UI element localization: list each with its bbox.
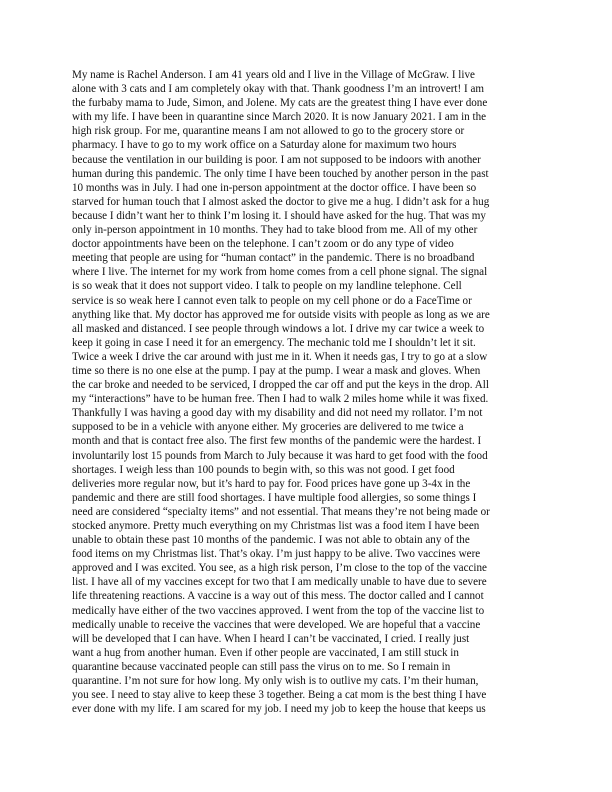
text-line: where I live. The internet for my work from home comes from a cell phone signal. The signal [72,266,488,279]
text-line: month and that is contact free also. The first few months of the pandemic were the hardest. I [72,435,482,448]
text-line: quarantine because vaccinated people can still pass the virus on to me. So I remain in [72,660,451,673]
text-line: life threatening reactions. A vaccine is a way out of this mess. The doctor called and I cannot [72,590,484,603]
text-line: shortages. I weigh less than 100 pounds to begin with, so this was not good. I get food [72,463,455,476]
text-line: service is so weak here I cannot even talk to people on my cell phone or do a FaceTime or [72,294,472,307]
text-line: food items on my Christmas list. That’s okay. I’m just happy to be alive. Two vaccines were [72,548,481,561]
text-line: Twice a week I drive the car around with just me in it. When it needs gas, I try to go at a slow [72,350,488,363]
text-line: pharmacy. I have to go to my work office on a Saturday alone for maximum two hours [72,139,457,152]
text-line: meeting that people are using for “human contact” in the pandemic. There is no broadband [72,252,475,265]
text-line: my “interactions” have to be human free. Then I had to walk 2 miles home while it was fixed. [72,393,489,406]
text-line: unable to obtain these past 10 months of the pandemic. I was not able to obtain any of the [72,534,470,547]
text-line: because the ventilation in our building is poor. I am not supposed to be indoors with another [72,153,481,166]
text-line: you see. I need to stay alive to keep these 3 together. Being a cat mom is the best thing I have [72,689,487,702]
text-line: human during this pandemic. The only time I have been touched by another person in the past [72,167,489,180]
text-line: because I didn’t want her to think I’m losing it. I should have asked for the hug. That was my [72,209,486,222]
text-line: will be developed that I can have. When I heard I can’t be vaccinated, I cried. I really just [72,632,470,645]
text-line: list. I have all of my vaccines except for two that I am medically unable to have due to severe [72,576,487,589]
text-line: My name is Rachel Anderson. I am 41 years old and I live in the Village of McGraw. I live [72,69,475,81]
text-line: quarantine. I’m not sure for how long. My only wish is to outlive my cats. I’m their human, [72,675,479,688]
text-line: 10 months was in July. I had one in-person appointment at the doctor office. I have been so [72,181,477,194]
text-line: the furbaby mama to Jude, Simon, and Jolene. My cats are the greatest thing I have ever done [72,97,488,110]
text-line: only in-person appointment in 10 months. They had to take blood from me. All of my other [72,224,478,237]
text-line: keep it going in case I need it for an emergency. The mechanic told me I shouldn’t let it sit. [72,336,476,349]
text-line: is so weak that it does not support video. I talk to people on my landline telephone. Cell [72,280,462,293]
text-line: deliveries more regular now, but it’s hard to pay for. Food prices have gone up 3-4x in the [72,477,471,490]
text-line: starved for human touch that I almost asked the doctor to give me a hug. I didn’t ask for a hug [72,195,490,208]
text-line: all masked and distanced. I see people through windows a lot. I drive my car twice a week to [72,322,485,335]
text-line: stocked anymore. Pretty much everything on my Christmas list was a food item I have been [72,520,480,532]
text-line: involuntarily lost 15 pounds from March to July because it was hard to get food with the food [72,449,488,462]
text-line: pandemic and there are still food shortages. I have multiple food allergies, so some things I [72,491,477,504]
body-paragraph [72,68,612,716]
text-line: need are considered “specialty items” and not essential. That means they’re not being made or [72,505,490,518]
text-line: the car broke and needed to be serviced, I dropped the car off and put the keys in the drop. All [72,379,489,392]
text-line: high risk group. For me, quarantine means I am not allowed to go to the grocery store or [72,125,465,138]
text-line: with my life. I have been in quarantine since March 2020. It is now January 2021. I am in the [72,111,487,124]
text-line: medically unable to receive the vaccines that were developed. We are hopeful that a vaccine [72,618,481,631]
text-line: supposed to be in a vehicle with anyone either. My groceries are delivered to me twice a [72,421,464,434]
text-line: doctor appointments have been on the telephone. I can’t zoom or do any type of video [72,238,454,251]
text-line: medically have either of the two vaccines approved. I went from the top of the vaccine list to [72,604,485,617]
text-line: approved and I was excited. You see, as a high risk person, I’m close to the top of the vaccine [72,562,487,575]
text-line: ever done with my life. I am scared for my job. I need my job to keep the house that keeps us [72,703,486,716]
text-line: anything like that. My doctor has approved me for outside visits with people as long as we are [72,308,490,321]
text-line: Thankfully I was having a good day with my disability and did not need my rollator. I’m not [72,407,483,420]
text-line: want a hug from another human. Even if other people are vaccinated, I am still stuck in [72,646,459,659]
text-line: time so there is no one else at the pump. I pay at the pump. I wear a mask and gloves. When [72,364,481,377]
text-line: alone with 3 cats and I am completely okay with that. Thank goodness I’m an introvert! I am [72,83,485,96]
